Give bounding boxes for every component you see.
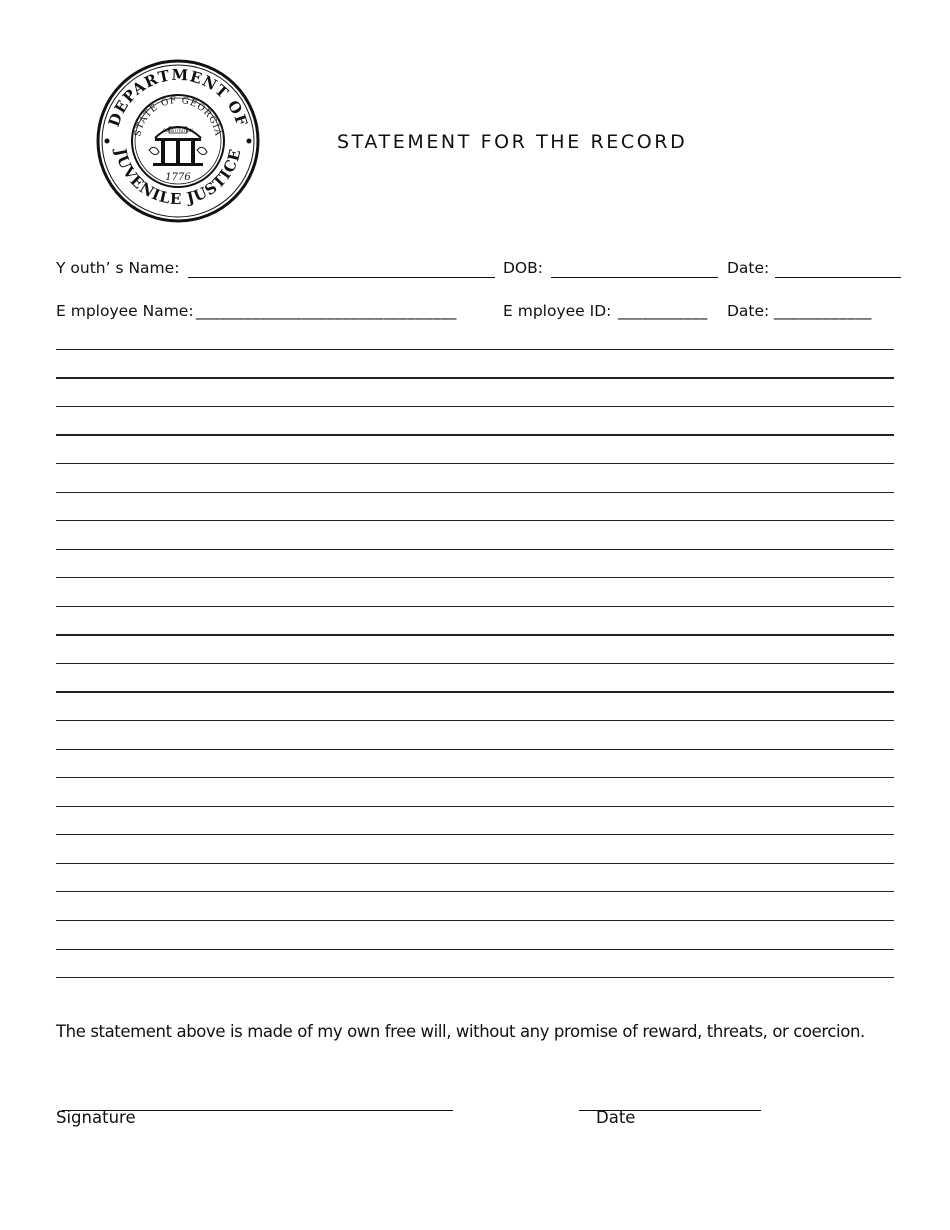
seal-bottom-text: JUVENILE JUSTICE	[111, 146, 245, 209]
seal-year: 1776	[165, 172, 191, 183]
writing-line	[56, 577, 894, 578]
employee-id-label: E mployee ID:	[503, 302, 612, 320]
dob-label: DOB:	[503, 259, 543, 277]
date-field-1[interactable]	[775, 277, 901, 278]
date-label-2: Date:	[727, 302, 770, 320]
writing-line	[56, 749, 894, 750]
writing-line	[56, 520, 894, 521]
dob-field[interactable]	[551, 277, 718, 278]
employee-id-field[interactable]: ___________	[618, 302, 708, 320]
writing-line	[56, 891, 894, 892]
writing-line	[56, 977, 894, 978]
writing-line	[56, 549, 894, 550]
seal-inner-text: STATE OF GEORGIA	[133, 95, 223, 138]
writing-line	[56, 834, 894, 835]
seal-graphic	[95, 58, 261, 224]
writing-line	[56, 949, 894, 950]
signature-label: Signature	[56, 1108, 136, 1127]
writing-line	[56, 492, 894, 493]
signature-date-label: Date	[596, 1108, 636, 1127]
writing-line	[56, 777, 894, 778]
youth-name-field[interactable]	[188, 277, 495, 278]
writing-line	[56, 606, 894, 607]
writing-line	[56, 377, 894, 379]
employee-name-field[interactable]: ________________________________	[196, 302, 457, 320]
department-seal	[95, 58, 261, 224]
date-field-2[interactable]: ____________	[774, 302, 872, 320]
writing-line	[56, 349, 894, 350]
writing-line	[56, 463, 894, 464]
writing-line	[56, 863, 894, 864]
seal-banner-text: CONSTITUTION	[162, 128, 194, 133]
writing-line	[56, 406, 894, 407]
writing-line	[56, 720, 894, 721]
employee-name-label: E mployee Name:	[56, 302, 194, 320]
voluntary-statement-text: The statement above is made of my own free will, without any promise of reward, threats, or coercion.	[56, 1022, 865, 1041]
writing-line	[56, 634, 894, 636]
writing-line	[56, 434, 894, 436]
date-label-1: Date:	[727, 259, 770, 277]
page-title: STATEMENT FOR THE RECORD	[337, 131, 688, 153]
writing-line	[56, 920, 894, 921]
seal-top-text: DEPARTMENT OF	[104, 65, 252, 129]
writing-line	[56, 691, 894, 693]
writing-line	[56, 806, 894, 807]
youth-name-label: Y outh’ s Name:	[56, 259, 180, 277]
writing-line	[56, 663, 894, 664]
